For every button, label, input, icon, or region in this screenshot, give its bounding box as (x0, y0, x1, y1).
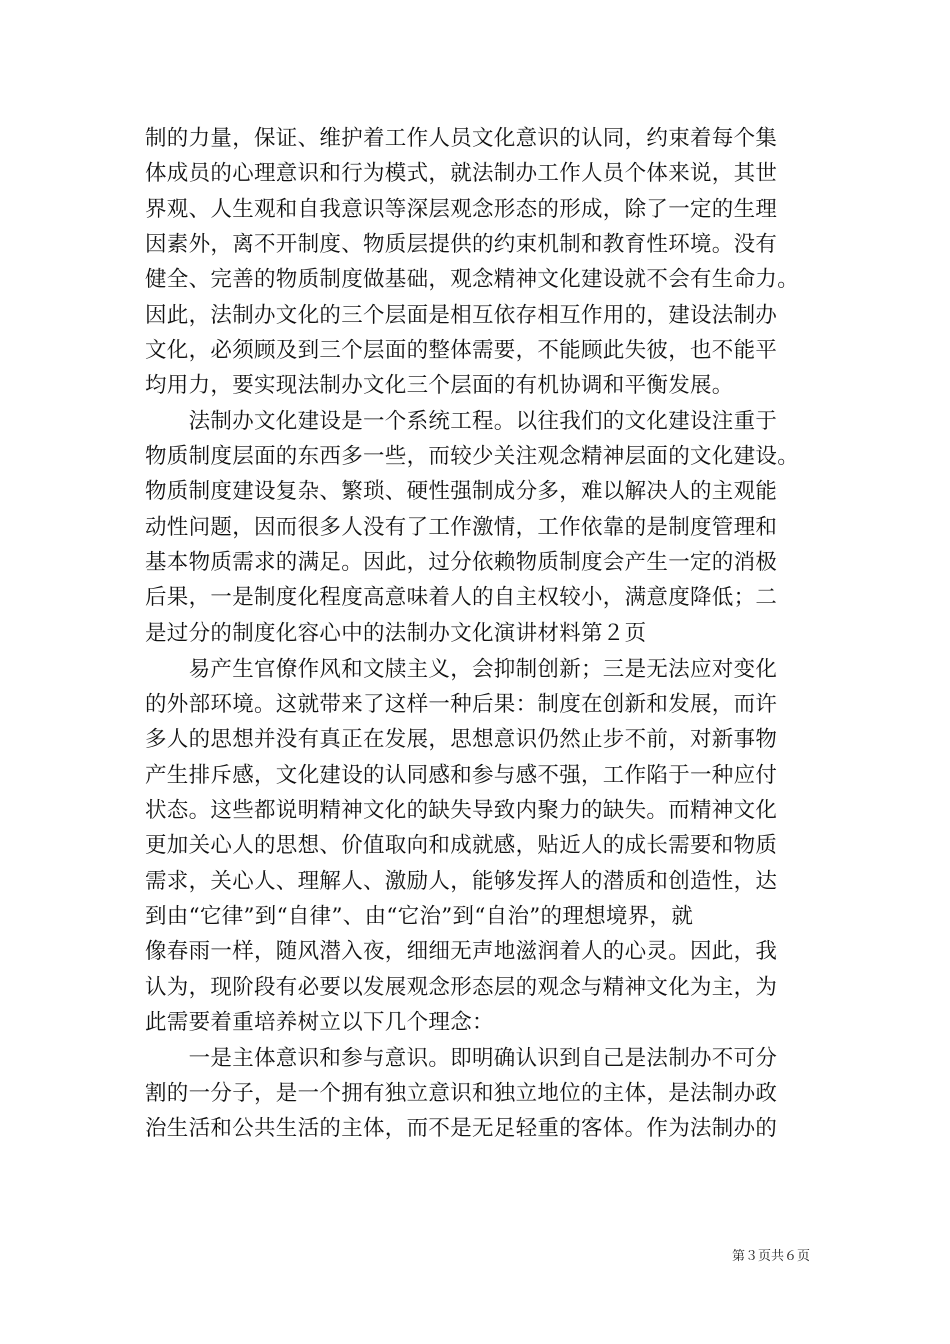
body-line: 产生排斥感，文化建设的认同感和参与感不强，工作陷于一种应付 (145, 763, 778, 788)
body-line: 到由“它律”到“自律”、由“它治”到“自治”的理想境界，就 (145, 904, 694, 929)
body-line: 体成员的心理意识和行为模式，就法制办工作人员个体来说，其世 (145, 161, 778, 186)
body-line: 健全、完善的物质制度做基础，观念精神文化建设就不会有生命力。 (145, 267, 800, 292)
body-line: 基本物质需求的满足。因此，过分依赖物质制度会产生一定的消极 (145, 550, 778, 575)
body-line: 文化，必须顾及到三个层面的整体需要，不能顾此失彼，也不能平 (145, 338, 778, 363)
body-line: 物质制度层面的东西多一些，而较少关注观念精神层面的文化建设。 (145, 444, 800, 469)
body-line: 此需要着重培养树立以下几个理念： (145, 1010, 494, 1035)
body-line: 物质制度建设复杂、繁琐、硬性强制成分多，难以解决人的主观能 (145, 479, 778, 504)
body-line: 更加关心人的思想、价值取向和成就感，贴近人的成长需要和物质 (145, 833, 778, 858)
body-line: 易产生官僚作风和文牍主义，会抑制创新；三是无法应对变化 (145, 657, 778, 682)
body-line: 像春雨一样，随风潜入夜，细细无声地滋润着人的心灵。因此，我 (145, 939, 778, 964)
body-line: 法制办文化建设是一个系统工程。以往我们的文化建设注重于 (145, 409, 778, 434)
body-line: 需求，关心人、理解人、激励人，能够发挥人的潜质和创造性，达 (145, 869, 778, 894)
body-line: 均用力，要实现法制办文化三个层面的有机协调和平衡发展。 (145, 373, 734, 398)
body-line: 治生活和公共生活的主体，而不是无足轻重的客体。作为法制办的 (145, 1116, 778, 1141)
body-line: 认为，现阶段有必要以发展观念形态层的观念与精神文化为主，为 (145, 975, 778, 1000)
body-line: 因此，法制办文化的三个层面是相互依存相互作用的，建设法制办 (145, 303, 778, 328)
body-line: 因素外，离不开制度、物质层提供的约束机制和教育性环境。没有 (145, 232, 778, 257)
body-line: 界观、人生观和自我意识等深层观念形态的形成，除了一定的生理 (145, 197, 778, 222)
body-line: 动性问题，因而很多人没有了工作激情，工作依靠的是制度管理和 (145, 515, 778, 540)
body-line: 割的一分子，是一个拥有独立意识和独立地位的主体，是法制办政 (145, 1081, 778, 1106)
body-line: 后果，一是制度化程度高意味着人的自主权较小，满意度降低；二 (145, 585, 778, 610)
body-line: 的外部环境。这就带来了这样一种后果：制度在创新和发展，而许 (145, 692, 778, 717)
body-line: 状态。这些都说明精神文化的缺失导致内聚力的缺失。而精神文化 (145, 798, 778, 823)
body-line: 一是主体意识和参与意识。即明确认识到自己是法制办不可分 (145, 1046, 778, 1071)
body-line: 制的力量，保证、维护着工作人员文化意识的认同，约束着每个集 (145, 126, 778, 151)
page-number-footer: 第３页共６页 (731, 1249, 810, 1264)
body-line: 多人的思想并没有真正在发展，思想意识仍然止步不前，对新事物 (145, 727, 778, 752)
body-line: 是过分的制度化容心中的法制办文化演讲材料第２页 (145, 621, 647, 646)
